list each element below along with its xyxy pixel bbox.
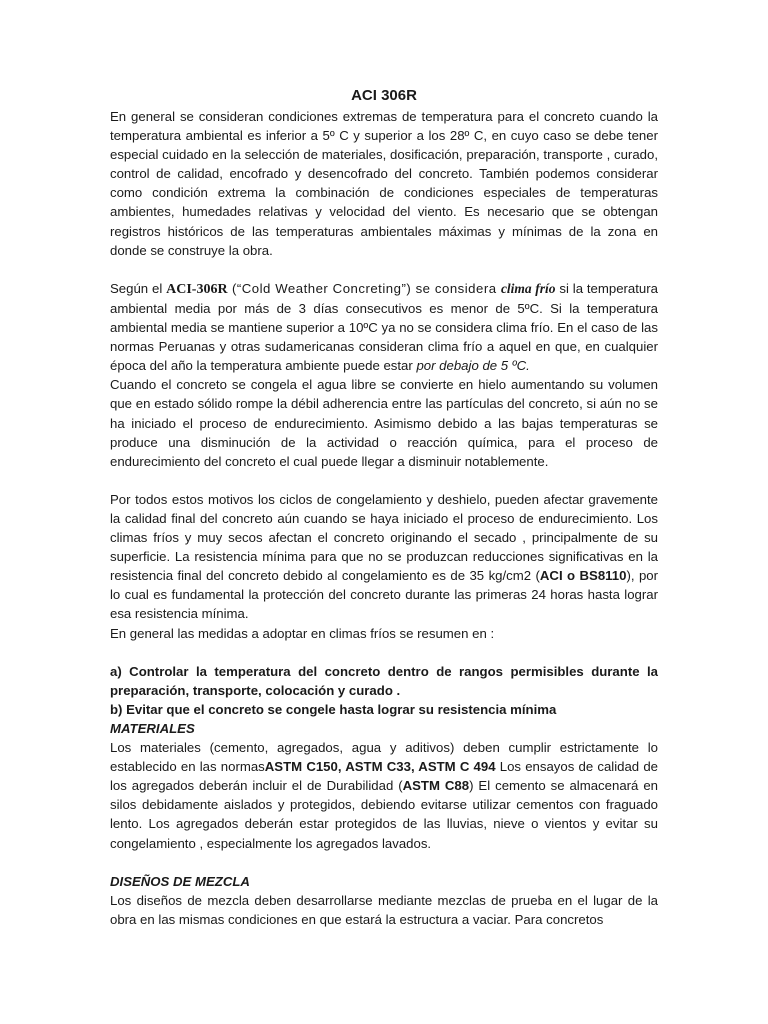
aci-reference-text: (“Cold Weather Concreting”) se considera (227, 280, 501, 296)
freeze-thaw-text-end: ), por lo cual es fundamental la protección del concreto durante las primeras 24 horas hasta lograr esa resistencia mínima. (110, 568, 659, 622)
mix-design-paragraph: Los diseños de mezcla deben desarrollarse mediante mezclas de prueba en el lugar de la obra en las mismas condiciones en que estará la estructura a vaciar. Para concretos (110, 892, 658, 927)
paragraph-gap (110, 260, 658, 279)
temperature-threshold: por debajo de 5 ºC. (416, 358, 530, 374)
astm-standards: ASTM C150, ASTM C33, ASTM C 494 (264, 759, 496, 775)
freeze-thaw-text: Por todos estos motivos los ciclos de congelamiento y deshielo, pueden afectar gravemente la calidad final del concreto aún cuando se haya iniciado el proceso de endurecimiento. Los climas fríos y muy secos afectan el concreto originando el secado , principalmente de su superficie. La resistencia mínima para que no se produzcan reducciones significativas en la resistencia final del concreto debido al congelamiento es de 35 kg/cm2 ( (110, 491, 658, 584)
paragraph-gap (110, 853, 658, 872)
astm-c88: ASTM C88 (402, 778, 470, 794)
paragraph-gap (110, 471, 658, 490)
section-heading-disenos: DISEÑOS DE MEZCLA (110, 873, 250, 889)
standard-reference: ACI o BS8110 (539, 568, 627, 584)
aci-prefix-text: Según el (110, 280, 167, 296)
paragraph-gap (110, 643, 658, 662)
measure-item-b: b) Evitar que el concreto se congele hasta lograr su resistencia mínima (110, 701, 557, 717)
section-heading-materiales: MATERIALES (110, 721, 195, 736)
materials-text-3: ) El cemento se almacenará en silos debidamente aislados y protegidos, debiendo evitarse utilizar cementos con fraguado lento. Los agregados deberán estar protegidos de las lluvias, nieve o vientos y evitar su congelamiento , especialmente los agregados lavados. (110, 778, 658, 851)
aci-code: ACI-306R (166, 281, 228, 297)
measure-item-a: a) Controlar la temperatura del concreto dentro de rangos permisibles durante la preparación, transporte, colocación y curado . (110, 663, 658, 698)
freezing-effects-paragraph: Cuando el concreto se congela el agua libre se convierte en hielo aumentando su volumen que en estado sólido rompe la débil adherencia entre las partículas del concreto, si aún no se ha iniciado el proceso de endurecimiento. Asimismo debido a las bajas temperaturas se produce una disminución de la actividad o reacción química, para el proceso de endurecimiento del concreto el cual puede llegar a disminuir notablemente. (110, 377, 658, 469)
document-title: ACI 306R (351, 87, 417, 104)
intro-paragraph: En general se consideran condiciones extremas de temperatura para el concreto cuando la temperatura ambiental es inferior a 5º C y superior a los 28º C, en cuyo caso se debe tener especial cuidado en la selección de materiales, dosificación, preparación, transporte , curado, control de calidad, encofrado y desencofrado del concreto. También podemos considerar como condición extrema la combinación de condiciones especiales de temperaturas ambientes, humedades relativas y velocidad del viento. Es necesario que se obtengan registros históricos de las temperaturas ambientales máximas y mínimas de la zona en donde se construye la obra. (110, 109, 658, 258)
cold-climate-term: clima frío (500, 280, 556, 296)
materials-paragraph (110, 738, 658, 853)
measures-intro: En general las medidas a adoptar en climas fríos se resumen en : (110, 625, 495, 641)
freeze-thaw-paragraph (110, 490, 658, 624)
aci-definition-paragraph (110, 279, 658, 375)
materials-text-2: Los ensayos de calidad de los agregados deberán incluir el de Durabilidad ( (110, 759, 658, 794)
materials-text: Los materiales (cemento, agregados, agua y aditivos) deben cumplir estrictamente lo establecido en las normas (110, 740, 658, 775)
aci-definition-text: si la temperatura ambiental media por más de 3 días consecutivos es menor de 5ºC. Si la temperatura ambiental media se mantiene superior a 10ºC ya no se considera clima frío. En el caso de las normas Peruanas y otras sudamericanas consideran clima frío a aquel en que, en cualquier época del año la temperatura ambiente puede estar (110, 280, 658, 374)
